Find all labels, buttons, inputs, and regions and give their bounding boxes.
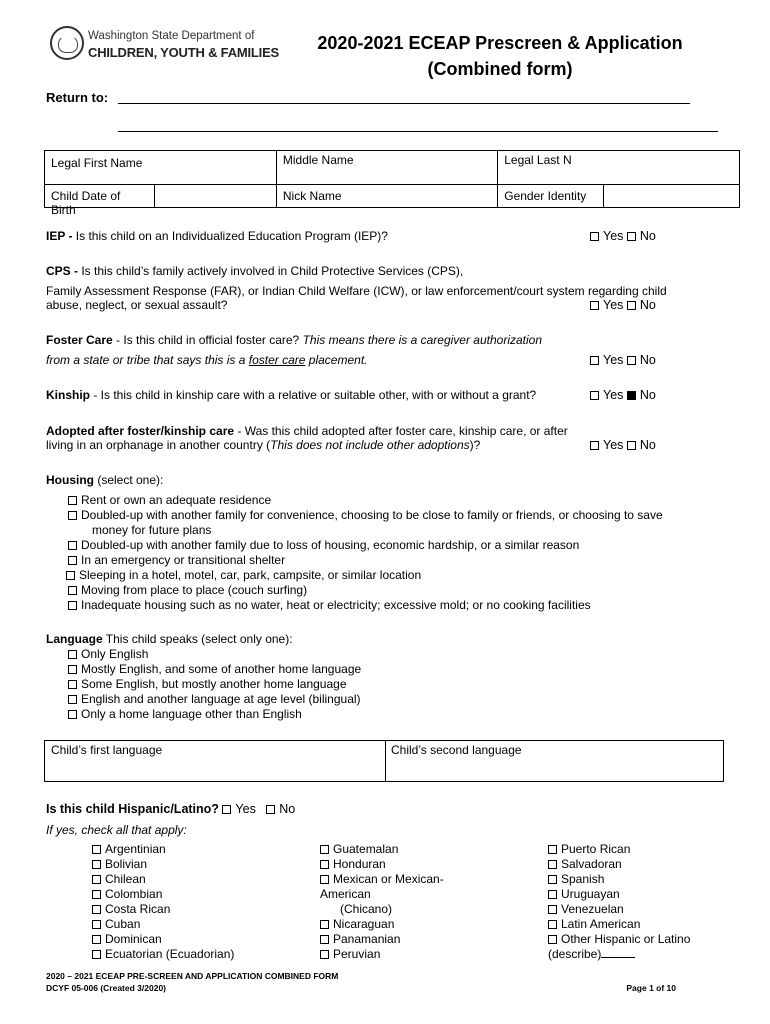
kinship-yes-no: Yes No	[590, 388, 656, 402]
footer-line1: 2020 – 2021 ECEAP PRE-SCREEN AND APPLICATION COMBINED FORM	[46, 971, 339, 981]
child-info-table	[44, 150, 740, 217]
describe-line[interactable]	[601, 947, 635, 958]
adopted-question-line2: living in an orphanage in another country (This does not include other adoptions)?	[46, 438, 481, 452]
hispanic-option[interactable]: Latin American	[548, 917, 640, 932]
hispanic-checkbox[interactable]	[548, 845, 557, 854]
hispanic-option[interactable]: Argentinian	[92, 842, 166, 857]
hispanic-checkbox[interactable]	[548, 935, 557, 944]
hispanic-checkbox[interactable]	[548, 890, 557, 899]
hispanic-option[interactable]: Cuban	[92, 917, 140, 932]
foster-yes-checkbox[interactable]	[590, 356, 599, 365]
housing-option-continued: money for future plans	[92, 523, 212, 537]
cps-question-line3: abuse, neglect, or sexual assault?	[46, 298, 228, 312]
footer-line2: DCYF 05-006 (Created 3/2020)	[46, 983, 167, 993]
hispanic-option[interactable]: Uruguayan	[548, 887, 620, 902]
hispanic-question: Is this child Hispanic/Latino? Yes No	[46, 802, 296, 816]
housing-checkbox[interactable]	[68, 586, 77, 595]
housing-option[interactable]: Rent or own an adequate residence	[68, 493, 271, 508]
language-fields	[44, 740, 724, 782]
hispanic-option[interactable]: Mexican or Mexican-	[320, 872, 444, 887]
hispanic-option-continued: (Chicano)	[340, 902, 393, 916]
dob-field[interactable]: Child Date of Birth	[45, 185, 277, 208]
iep-yes-no: Yes No	[590, 229, 656, 243]
language-checkbox[interactable]	[68, 665, 77, 674]
hispanic-option[interactable]: Colombian	[92, 887, 162, 902]
housing-option[interactable]: Sleeping in a hotel, motel, car, park, campsite, or similar location	[66, 568, 421, 583]
foster-yes-no: Yes No	[590, 353, 656, 367]
hispanic-checkbox[interactable]	[320, 950, 329, 959]
iep-question: IEP - Is this child on an Individualized Education Program (IEP)?	[46, 229, 388, 243]
kinship-yes-checkbox[interactable]	[590, 391, 599, 400]
hispanic-checkbox[interactable]	[92, 935, 101, 944]
adopted-yes-checkbox[interactable]	[590, 441, 599, 450]
return-to-line-1[interactable]	[118, 103, 690, 104]
hispanic-checkbox[interactable]	[548, 905, 557, 914]
title-line1: 2020-2021 ECEAP Prescreen & Application	[317, 33, 683, 53]
second-language-field[interactable]: Child’s second language	[391, 743, 522, 757]
if-yes-label: If yes, check all that apply:	[46, 823, 187, 837]
hispanic-option[interactable]: Ecuatorian (Ecuadorian)	[92, 947, 234, 962]
nick-name-field[interactable]: Nick Name	[276, 185, 497, 208]
language-option[interactable]: Mostly English, and some of another home language	[68, 662, 361, 677]
foster-no-checkbox[interactable]	[627, 356, 636, 365]
language-option[interactable]: English and another language at age level (bilingual)	[68, 692, 361, 707]
foster-question-line2: from a state or tribe that says this is a foster care placement.	[46, 353, 368, 367]
hispanic-option[interactable]: Spanish	[548, 872, 604, 887]
legal-first-name-field[interactable]: Legal First Name	[45, 151, 277, 185]
housing-option[interactable]: Inadequate housing such as no water, heat or electricity; excessive mold; or no cooking facilities	[68, 598, 591, 613]
cps-no-checkbox[interactable]	[627, 301, 636, 310]
return-to-line-2[interactable]	[118, 131, 718, 132]
iep-no-checkbox[interactable]	[627, 232, 636, 241]
hispanic-checkbox[interactable]	[320, 935, 329, 944]
hispanic-option[interactable]: Venezuelan	[548, 902, 624, 917]
hispanic-option[interactable]: Nicaraguan	[320, 917, 394, 932]
language-checkbox[interactable]	[68, 695, 77, 704]
return-to-label: Return to:	[46, 90, 109, 105]
kinship-question: Kinship - Is this child in kinship care with a relative or suitable other, with or without a grant?	[46, 388, 537, 402]
hispanic-option[interactable]: Dominican	[92, 932, 162, 947]
hispanic-option[interactable]: Costa Rican	[92, 902, 170, 917]
housing-checkbox[interactable]	[68, 601, 77, 610]
hispanic-checkbox[interactable]	[92, 905, 101, 914]
footer	[46, 970, 338, 994]
language-divider	[385, 741, 386, 781]
gender-identity-field[interactable]: Gender Identity	[498, 185, 740, 208]
legal-last-name-field[interactable]: Legal Last N	[498, 151, 740, 185]
hispanic-checkbox[interactable]	[92, 920, 101, 929]
iep-yes-checkbox[interactable]	[590, 232, 599, 241]
adopted-question: Adopted after foster/kinship care - Was this child adopted after foster care, kinship care, or after	[46, 424, 568, 438]
housing-checkbox[interactable]	[68, 556, 77, 565]
language-checkbox[interactable]	[68, 650, 77, 659]
housing-checkbox[interactable]	[66, 571, 75, 580]
cps-question: CPS - Is this child’s family actively involved in Child Protective Services (CPS),	[46, 264, 464, 278]
foster-question: Foster Care - Is this child in official foster care? This means there is a caregiver authorization	[46, 333, 543, 347]
hispanic-describe: (describe)	[548, 947, 635, 962]
cps-question-line2: Family Assessment Response (FAR), or Indian Child Welfare (ICW), or law enforcement/court system regarding child	[46, 284, 667, 298]
hispanic-checkbox[interactable]	[320, 845, 329, 854]
cps-yes-checkbox[interactable]	[590, 301, 599, 310]
logo-line1: Washington State Department of	[88, 30, 255, 42]
hispanic-checkbox[interactable]	[92, 860, 101, 869]
hispanic-option[interactable]: Guatemalan	[320, 842, 398, 857]
page-number: Page 1 of 10	[626, 983, 676, 993]
hispanic-option[interactable]: Panamanian	[320, 932, 400, 947]
adopted-no-checkbox[interactable]	[627, 441, 636, 450]
adopted-yes-no: Yes No	[590, 438, 656, 452]
kinship-no-checkbox[interactable]	[627, 391, 636, 400]
hispanic-option[interactable]: Puerto Rican	[548, 842, 630, 857]
logo-line2: CHILDREN, YOUTH & FAMILIES	[88, 45, 280, 60]
housing-checkbox[interactable]	[68, 541, 77, 550]
language-label: Language This child speaks (select only one):	[46, 632, 293, 646]
hispanic-checkbox[interactable]	[548, 875, 557, 884]
cps-yes-no: Yes No	[590, 298, 656, 312]
language-option[interactable]: Only a home language other than English	[68, 707, 302, 722]
hispanic-option[interactable]: Salvadoran	[548, 857, 622, 872]
hispanic-checkbox[interactable]	[92, 845, 101, 854]
hispanic-checkbox[interactable]	[548, 860, 557, 869]
hispanic-checkbox[interactable]	[320, 860, 329, 869]
housing-option[interactable]: Moving from place to place (couch surfing)	[68, 583, 307, 598]
housing-checkbox[interactable]	[68, 511, 77, 520]
hispanic-option[interactable]: Bolivian	[92, 857, 147, 872]
housing-option[interactable]: Doubled-up with another family for convenience, choosing to be close to family or friends, or choosing to save	[68, 508, 663, 523]
housing-checkbox[interactable]	[68, 496, 77, 505]
hispanic-yes-checkbox[interactable]	[222, 805, 231, 814]
form-title	[290, 30, 710, 82]
middle-name-field[interactable]: Middle Name	[276, 151, 497, 185]
hispanic-checkbox[interactable]	[92, 875, 101, 884]
hispanic-option-continued: American	[320, 887, 371, 901]
hispanic-option[interactable]: Chilean	[92, 872, 146, 887]
hispanic-option[interactable]: Peruvian	[320, 947, 380, 962]
family-logo-icon	[50, 26, 84, 60]
hispanic-checkbox[interactable]	[548, 920, 557, 929]
language-option[interactable]: Only English	[68, 647, 148, 662]
hispanic-checkbox[interactable]	[320, 920, 329, 929]
language-checkbox[interactable]	[68, 710, 77, 719]
housing-option[interactable]: In an emergency or transitional shelter	[68, 553, 285, 568]
hispanic-checkbox[interactable]	[92, 950, 101, 959]
language-checkbox[interactable]	[68, 680, 77, 689]
hispanic-no-checkbox[interactable]	[266, 805, 275, 814]
hispanic-checkbox[interactable]	[92, 890, 101, 899]
hispanic-option[interactable]: Honduran	[320, 857, 386, 872]
hispanic-option[interactable]: Other Hispanic or Latino	[548, 932, 690, 947]
title-line2: (Combined form)	[427, 59, 573, 79]
first-language-field[interactable]: Child’s first language	[51, 743, 163, 757]
hispanic-checkbox[interactable]	[320, 875, 329, 884]
housing-option[interactable]: Doubled-up with another family due to loss of housing, economic hardship, or a similar reason	[68, 538, 579, 553]
language-option[interactable]: Some English, but mostly another home language	[68, 677, 347, 692]
housing-label: Housing (select one):	[46, 473, 164, 487]
dcyf-logo	[50, 24, 280, 68]
